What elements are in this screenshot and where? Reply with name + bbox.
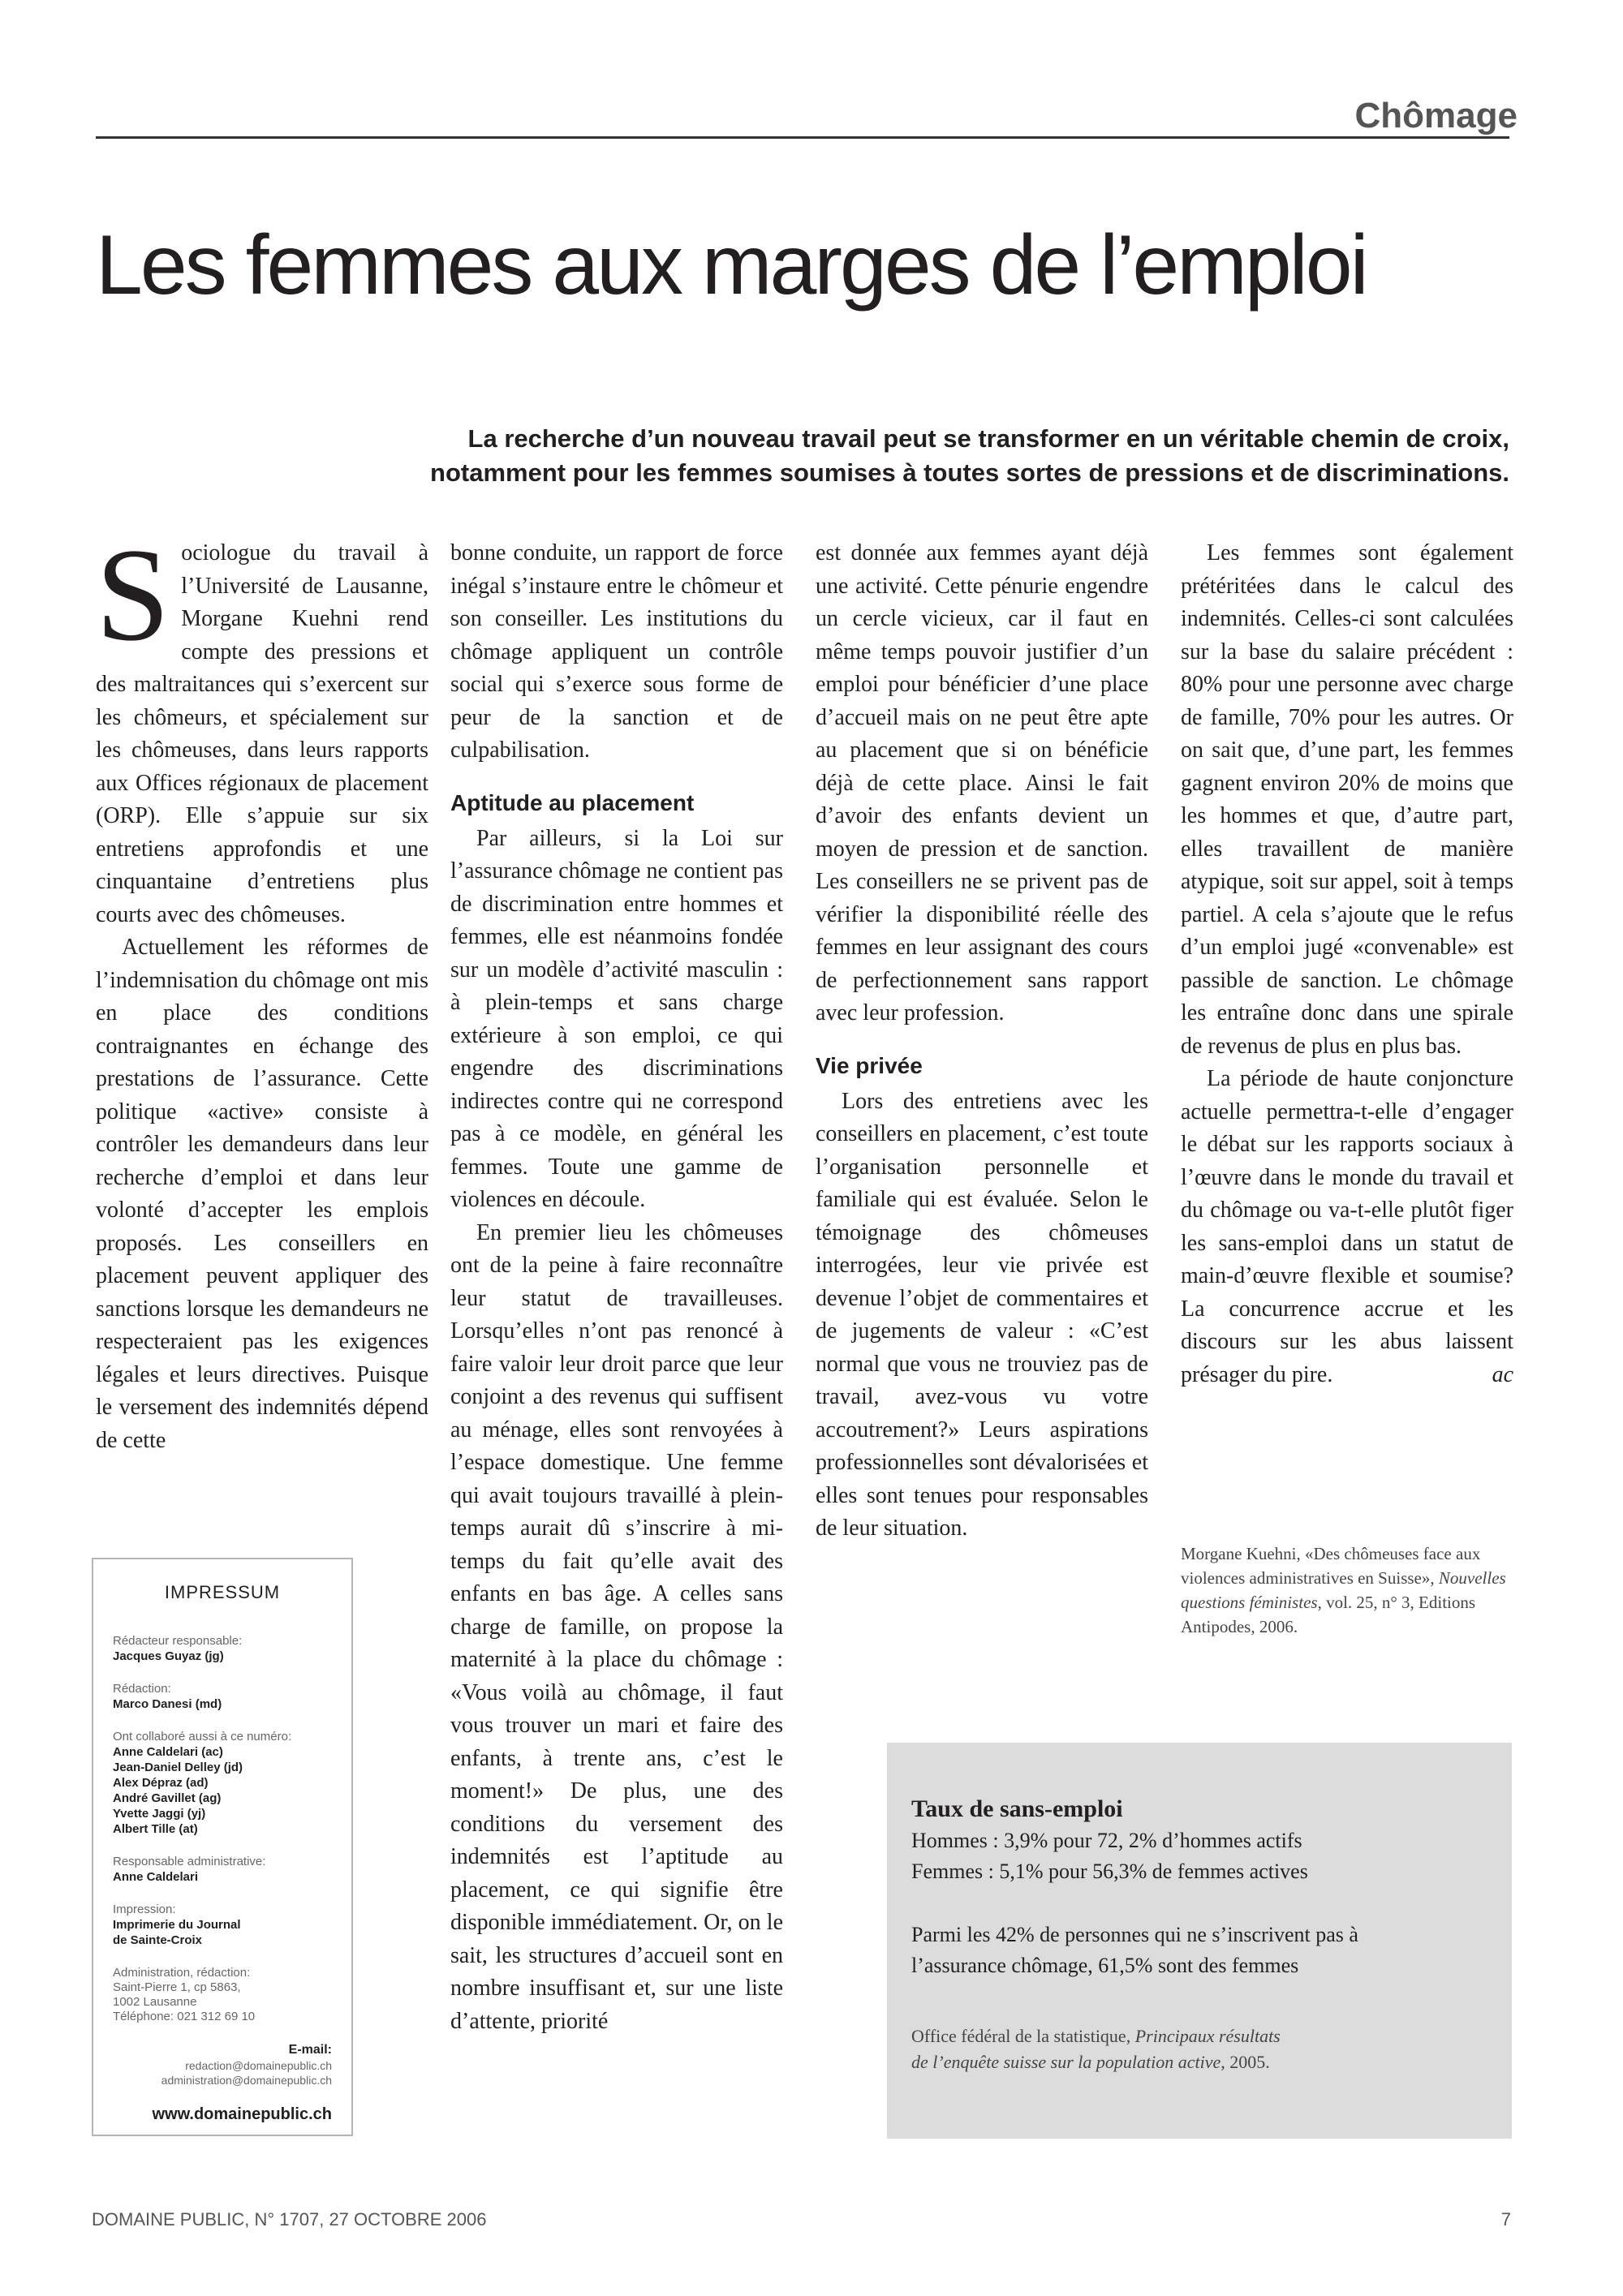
impressum-value: de Sainte-Croix: [113, 1933, 203, 1947]
reference-author-title: Morgane Kuehni, «Des chômeuses face aux violences administratives en Suisse»,: [1181, 1544, 1481, 1588]
email-link[interactable]: redaction@domainepublic.ch: [185, 2059, 332, 2072]
impressum-label: Impression:: [113, 1903, 176, 1916]
website-link[interactable]: www.domainepublic.ch: [152, 2105, 332, 2123]
reference-details: , vol. 25, n° 3, Editions Antipodes, 2006.: [1181, 1593, 1476, 1636]
impressum-address-line: 1002 Lausanne: [113, 1995, 197, 2009]
article-title: Les femmes aux marges de l’emploi: [96, 218, 1367, 312]
contributor-name: André Gavillet (ag): [113, 1791, 222, 1805]
stats-source-title-1: Principaux résultats: [1134, 2026, 1281, 2046]
impressum-title: IMPRESSUM: [164, 1582, 281, 1602]
impressum-address: [113, 1966, 332, 2024]
contributor-name: Yvette Jaggi (yj): [113, 1807, 206, 1821]
author-signature: ac: [1492, 1361, 1513, 1387]
stats-note-line-2: l’assurance chômage, 61,5% sont des femmes: [911, 1954, 1299, 1977]
paragraph: [1181, 1063, 1513, 1391]
bibliographic-reference: [1181, 1541, 1522, 1639]
article-lead: [179, 422, 1509, 490]
paragraph: Actuellement les réformes de l’indemnisation du chômage ont mis en place des conditions contraignantes en échange des prestations de l’assurance. Cette politique «active» consiste à contrôler les demandeurs dans leur recherche d’emploi et dans leur volonté d’accepter les emplois proposés. Les conseillers en placement peuvent appliquer des sanctions lorsque les demandeurs ne respecteraient pas les exigences légales et leurs directives. Puisque le versement des indemnités dépend de cette: [96, 935, 428, 1453]
paragraph: Les femmes sont également prétéritées dans le calcul des indemnités. Celles-ci sont calculées sur la base du salaire précédent : 80% pour une personne avec charge de famille, 70% pour les autres. Or on sait que, d’une part, les femmes gagnent environ 20% de moins que les hommes et que, d’autre part, elles travaillent de manière atypique, soit sur appel, soit à temps partiel. A cela s’ajoute que le refus d’un emploi jugé «convenable» est passible de sanction. Le chômage les entraîne donc dans une spirale de revenus de plus en plus bas.: [1181, 540, 1513, 1059]
contributor-name: Jean-Daniel Delley (jd): [113, 1761, 243, 1774]
paragraph: bonne conduite, un rapport de force inégal s’instaure entre le chômeur et son conseiller. Les institutions du chômage appliquent un contrôle social qui s’exerce sous forme de peur de la sanction et de culpabilisation.: [450, 540, 783, 763]
paragraph-text: La période de haute conjoncture actuelle permettra-t-elle d’engager le débat sur les rapports sociaux à l’œuvre dans le monde du travail et du chômage ou va-t-elle plutôt figer les sans-emploi dans un statut de main-d’œuvre flexible et soumise? La concurrence accrue et les discours sur les abus laissent présager du pire.: [1181, 1066, 1513, 1387]
paragraph: En premier lieu les chômeuses ont de la peine à faire reconnaître leur statut de travailleuses. Lorsqu’elles n’ont pas renoncé à faire valoir leur droit parce que leur conjoint a des revenus qui suffisent au ménage, elles sont renvoyées à l’espace domestique. Une femme qui avait toujours travaillé à plein-temps aurait dû s’inscrire à mi-temps du fait qu’elle avait des enfants en bas âge. A celles sans charge de famille, on propose la maternité à la place du chômage : «Vous voilà au chômage, il faut vous trouver un mari et faire des enfants, à trente ans, c’est le moment!» De plus, une des conditions du versement des indemnités est l’aptitude au placement, ce qui signifie être disponible immédiatement. Or, on le sait, les structures d’accueil sont en nombre insuffisant et, sur une liste d’attente, priorité: [450, 1219, 783, 2034]
article-column-3: [816, 537, 1148, 1546]
stats-men: Hommes : 3,9% pour 72, 2% d’hommes actifs: [911, 1829, 1302, 1852]
impressum-label: Responsable administrative:: [113, 1855, 266, 1868]
email-link[interactable]: administration@domainepublic.ch: [161, 2074, 332, 2087]
stats-source: [911, 2023, 1487, 2075]
paragraph: ociologue du travail à l’Université de Lausanne, Morgane Kuehni rend compte des pressions et des maltraitances qui s’exercent sur les chômeurs, et spécialement sur les chômeuses, dans leurs rapports aux Offices régionaux de placement (ORP). Elle s’appuie sur six entretiens approfondis et une cinquantaine d’entretiens plus courts avec des chômeuses.: [96, 540, 428, 927]
impressum-label: Ont collaboré aussi à ce numéro:: [113, 1730, 292, 1743]
contributor-name: Alex Dépraz (ad): [113, 1776, 209, 1790]
contributor-name: Anne Caldelari (ac): [113, 1745, 223, 1759]
lead-line-2: notamment pour les femmes soumises à toutes sortes de pressions et de discriminations.: [430, 458, 1509, 487]
impressum-value: Anne Caldelari: [113, 1870, 199, 1884]
subheading: Vie privée: [816, 1052, 923, 1078]
impressum-editor: [113, 1634, 332, 1664]
reference-journal: Nouvelles questions féministes: [1181, 1568, 1506, 1612]
impressum-value: Marco Danesi (md): [113, 1697, 222, 1711]
impressum-label: Rédaction:: [113, 1682, 171, 1696]
impressum-phone: Téléphone: 021 312 69 10: [113, 2010, 256, 2023]
impressum-printer: [113, 1903, 332, 1948]
stats-women: Femmes : 5,1% pour 56,3% de femmes actives: [911, 1860, 1308, 1883]
stats-note-line-1: Parmi les 42% de personnes qui ne s’inscrivent pas à: [911, 1923, 1358, 1946]
drop-cap: S: [96, 522, 170, 669]
impressum-redaction: [113, 1682, 332, 1712]
impressum-email: [113, 2042, 332, 2087]
impressum-address-line: Saint-Pierre 1, cp 5863,: [113, 1980, 241, 1994]
impressum-value: Imprimerie du Journal: [113, 1918, 241, 1932]
section-label: Chômage: [1354, 96, 1518, 135]
impressum-label: Rédacteur responsable:: [113, 1634, 243, 1648]
impressum-value: Jacques Guyaz (jg): [113, 1649, 224, 1663]
impressum-contributors: [113, 1730, 332, 1837]
footer-issue: DOMAINE PUBLIC, N° 1707, 27 OCTOBRE 2006: [92, 2209, 487, 2229]
paragraph: est donnée aux femmes ayant déjà une activité. Cette pénurie engendre un cercle vicieux, car il faut en même temps pouvoir justifier d’un emploi pour bénéficier d’une place d’accueil mais on ne peut être apte au placement que si on bénéficie déjà de cette place. Ainsi le fait d’avoir des enfants devient un moyen de pression et de sanction. Les conseillers ne se privent pas de vérifier la disponibilité réelle des femmes en leur assignant des cours de perfectionnement sans rapport avec leur profession.: [816, 540, 1148, 1025]
impressum-box: [92, 1558, 353, 2136]
impressum-admin: [113, 1855, 332, 1885]
page-number: 7: [1500, 2209, 1511, 2229]
lead-line-1: La recherche d’un nouveau travail peut se transformer en un véritable chemin de croix,: [467, 424, 1509, 453]
stats-source-org: Office fédéral de la statistique,: [911, 2026, 1131, 2046]
article-column-4: [1181, 537, 1513, 1391]
impressum-label: Administration, rédaction:: [113, 1966, 251, 1980]
stats-box: [887, 1743, 1512, 2139]
contributor-name: Albert Tille (at): [113, 1822, 198, 1836]
article-column-2: [450, 537, 783, 2038]
top-rule: [96, 136, 1509, 139]
stats-source-year: , 2005.: [1220, 2052, 1270, 2072]
impressum-email-label: E-mail:: [288, 2043, 332, 2057]
stats-title: Taux de sans-emploi: [911, 1795, 1123, 1822]
paragraph: Par ailleurs, si la Loi sur l’assurance chômage ne contient pas de discrimination entre hommes et femmes, elle est néanmoins fondée sur un modèle d’activité masculin : à plein-temps et sans charge extérieure à son emploi, ce qui engendre des discriminations indirectes contre qui ne correspond pas à ce modèle, en général les femmes. Toute une gamme de violences en découle.: [450, 825, 783, 1212]
stats-source-title-2: de l’enquête suisse sur la population active: [911, 2052, 1221, 2072]
article-column-1: [96, 522, 428, 1457]
subheading: Aptitude au placement: [450, 789, 695, 815]
paragraph: Lors des entretiens avec les conseillers en placement, c’est toute l’organisation personnelle et familiale qui est évaluée. Selon le témoignage des chômeuses interrogées, leur vie privée est devenue l’objet de commentaires et de jugements de valeur : «C’est normal que vous ne trouviez pas de travail, avez-vous vu votre accoutrement?» Leurs aspirations professionnelles sont dévalorisées et elles sont tenues pour responsables de leur situation.: [816, 1088, 1148, 1541]
